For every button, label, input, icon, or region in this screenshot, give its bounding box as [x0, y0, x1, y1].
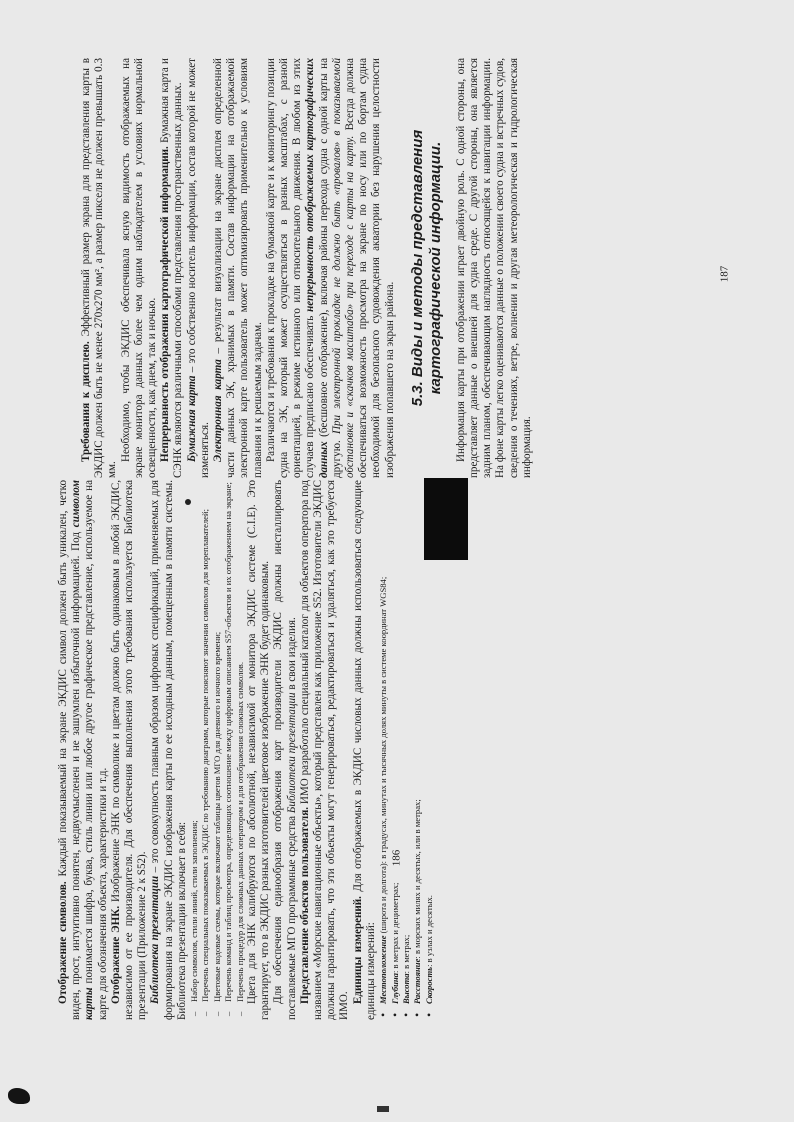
- scan-mark: [8, 1088, 30, 1104]
- scan-mark: [377, 1106, 389, 1112]
- paragraph-uniform: Для обеспечения единообразия отображения карт производители ЭКДИС должны инсталлировать поставляемые МГО программные средства Библиотеки презентации в свои изделия.: [272, 480, 298, 1020]
- section-heading: 5.3. Виды и методы представления картографической информации.: [408, 129, 444, 407]
- paragraph-colors: Цвета для ЭНК калибруются по абсолютной, независимой от монитора ЭКДИС системе (C.I.E). Это гарантирует, что в ЭКДИС разных изготовителей цветовое изображение ЭНК будет одинаковым.: [246, 480, 272, 1020]
- paragraph-display: Требования к дисплею. Эффективный размер экрана для представления карты в ЭКДИС должен быть не менее 270х270 мм², а размер пикселя не должен превышать 0.3 мм.: [80, 58, 119, 478]
- list-item: – Перечень процедур для сложных данных оператором и для отображения сложных символов.: [235, 480, 246, 1020]
- list-item: – Набор символов, стили линий, стили заполнения;: [189, 480, 200, 1020]
- units-title: Единицы измерений.: [351, 896, 364, 1004]
- list-item: • Высота: в метрах;: [401, 480, 412, 1020]
- paragraph-visibility: Необходимо, чтобы ЭКДИС обеспечивала ясную видимость отображаемых на экране монитора данных более чем одним наблюдателем в условиях нормальной освещенности, как днем, так и ночью.: [119, 58, 159, 478]
- paragraph-units: Единицы измерений. Для отображаемых в ЭКДИС числовых данных должны использоваться следующие единицы измерений:: [351, 480, 377, 1020]
- symbols-title: Отображение символов.: [57, 881, 69, 1004]
- page-number-186: 186: [390, 849, 403, 867]
- paragraph-continuity: Непрерывность отображения картографической информации. Бумажная карта и СЭНК являются различными способами представления пространственных данных.: [159, 58, 185, 478]
- paragraph-symbols: Отображение символов. Каждый показываемый на экране ЭКДИС символ должен быть уникален, четко виден, прост, интуитивно понятен, недвусмысленен и не зашумлен избыточной информацией. Под символом карты понимается шифра, буква, стиль линии или любое другое графическое представление, используемое на карте для обозначения объекта, характеристики и т.д.: [57, 479, 109, 1020]
- list-item: – Цветовые кодовые схемы, которые включают таблицы цветов МГО для дневного и ночного времени;: [212, 480, 223, 1020]
- paragraph-paper-chart: Бумажная карта – это собственно носитель информации, состав которой не может изменяться.: [185, 57, 211, 478]
- paragraph-enc: Отображение ЭНК. Изображение ЭНК по символике и цветам должно быть одинаковым в любой ЭКДИС, независимо от ее производителя. Для обеспечения выполнения этого требования используется Библиотека презентации (Приложение 2 к S52).: [109, 480, 149, 1020]
- page-187: [80, 57, 533, 478]
- continuity-title: Непрерывность отображения картографической информации.: [159, 146, 172, 462]
- user-objects-title: Представление объектов пользователя.: [298, 807, 311, 1004]
- list-item: • Расстояние: в морских милях и десятых, или в метрах;: [412, 480, 423, 1020]
- page-186: [57, 479, 434, 1020]
- page-number-187: 187: [718, 265, 731, 283]
- paragraph-user-objects: Представление объектов пользователя. ИМО разработало специальный каталог для объектов оператора под названием «Морские навигационные объекты», который представлен как приложение S52. Изготовители ЭКДИС должны гарантировать, что эти объекты могут генерироваться, редактироваться и удаляться, как это требуется ИМО.: [298, 479, 351, 1020]
- list-item: • Местоположение (широта и долгота): в градусах, минутах и тысячных долях минуты в системе координат WGS84;: [378, 480, 389, 1020]
- enc-title: Отображение ЭНК.: [109, 905, 122, 1004]
- list-item: • Глубина: в метрах и дециметрах;: [390, 480, 401, 1020]
- list-item: – Перечень команд и таблиц просмотра, определяющих соотношение между цифровым описанием S57-объектов и их отображением на экране;: [223, 480, 234, 1020]
- paragraph-info: Информация карты при отображении играет двойную роль. С одной стороны, она представляет данные о внешней для судна среде. С другой стороны, она является задним планом, обеспечивающим наглядность относящейся к навигации информации. На фоне карты легко оцениваются данные о положении своего судна и встречных судов, сведения о течениях, ветре, волнении и другая метеорологическая и гидрологическая информация.: [454, 58, 533, 478]
- list-item: • Скорость: в узлах и десятых.: [424, 480, 435, 1020]
- paragraph-library: Библиотека презентации – это совокупность главным образом цифровых спецификаций, применяемых для формирования на экране ЭКДИС изображения карты по ее исходным данным, помещенным в памяти системы. Библиотека презентации включает в себя:: [149, 480, 188, 1020]
- list-item: – Перечень специальных показываемых в ЭКДИС по требованию диаграмм, которые поясняют значения символов для мореплавателей;: [200, 480, 211, 1020]
- paragraph-difference: Различаются и требования к прокладке на бумажной карте и к мониторингу позиции судна на ЭК, который может осуществляться в разных масштабах, с разной ориентацией, в режиме истинного или относительного движения. В любом из этих случаев предписано обеспечивать непрерывность отображаемых картографических данных (бесшовное отображение), включая районы перехода судна с одной карты на другую. При электронной прокладке не должно быть «провалов» в показываемой обстановке и «скачков масштаба» при переходе с карты на карту. Всегда должна обеспечиваться возможность просмотра на экране по носу или по бортам судна необходимой для безопасного судовождения акватории без нарушения целостности изображения попавшего на экран района.: [264, 57, 396, 478]
- paragraph-electronic-chart: Электронная карта – результат визуализации на экране дисплея определенной части данных ЭК, хранимых в памяти. Состав информации на отображаемой электронной карте пользователь может оптимизировать применительно к условиям плавания и к решаемым задачам.: [212, 58, 264, 478]
- display-title: Требования к дисплею.: [80, 341, 92, 462]
